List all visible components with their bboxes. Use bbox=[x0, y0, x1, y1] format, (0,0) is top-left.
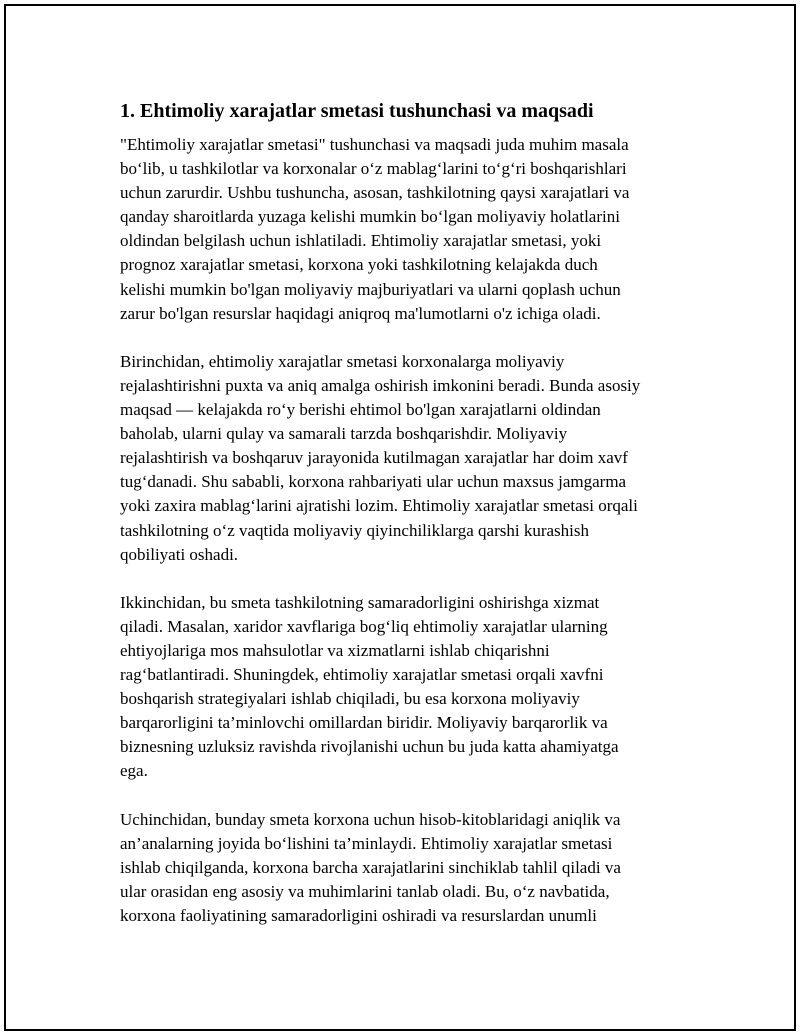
text-line: baholab, ularni qulay va samarali tarzda boshqarishdir. Moliyaviy bbox=[120, 424, 568, 444]
text-line: tashkilotning o‘z vaqtida moliyaviy qiyinchiliklarga qarshi kurashish bbox=[120, 520, 589, 540]
paragraph-3 bbox=[120, 591, 700, 784]
text-line: Ikkinchidan, bu smeta tashkilotning samaradorligini oshirishga xizmat bbox=[120, 592, 600, 612]
text-line: uchun zarurdir. Ushbu tushuncha, asosan, tashkilotning qaysi xarajatlari va bbox=[120, 183, 630, 203]
text-line: Birinchidan, ehtimoliy xarajatlar smetasi korxonalarga moliyaviy bbox=[120, 351, 565, 371]
text-line: ular orasidan eng asosiy va muhimlarini tanlab oladi. Bu, o‘z navbatida, bbox=[120, 881, 610, 901]
paragraph-2 bbox=[120, 350, 700, 567]
text-line: korxona faoliyatining samaradorligini oshiradi va resurslardan unumli bbox=[120, 906, 597, 925]
text-line: boshqarish strategiyalari ishlab chiqiladi, bu esa korxona moliyaviy bbox=[120, 689, 580, 709]
text-line: bo‘lib, u tashkilotlar va korxonalar o‘z mablag‘larini to‘g‘ri boshqarishlari bbox=[120, 159, 627, 179]
text-line: an’analarning joyida bo‘lishini ta’minlaydi. Ehtimoliy xarajatlar smetasi bbox=[120, 833, 613, 853]
text-line: ehtiyojlariga mos mahsulotlar va xizmatlarni ishlab chiqarishni bbox=[120, 640, 550, 660]
text-line: biznesning uzluksiz ravishda rivojlanishi uchun bu juda katta ahamiyatga bbox=[120, 737, 619, 757]
text-line: rag‘batlantiradi. Shuningdek, ehtimoliy xarajatlar smetasi orqali xavfni bbox=[120, 665, 604, 685]
text-line: tug‘danadi. Shu sababli, korxona rahbariyati ular uchun maxsus jamgarma bbox=[120, 472, 627, 492]
page-frame bbox=[4, 4, 796, 1031]
document-body bbox=[120, 98, 700, 952]
text-line: ishlab chiqilganda, korxona barcha xarajatlarini sinchiklab tahlil qiladi va bbox=[120, 857, 621, 877]
text-line: qanday sharoitlarda yuzaga kelishi mumkin bo‘lgan moliyaviy holatlarini bbox=[120, 207, 620, 227]
text-line: maqsad — kelajakda ro‘y berishi ehtimol bo'lgan xarajatlarni oldindan bbox=[120, 400, 601, 420]
text-line: zarur bo'lgan resurslar haqidagi aniqroq ma'lumotlarni o'z ichiga oladi. bbox=[120, 303, 601, 323]
text-line: ega. bbox=[120, 761, 148, 781]
text-line: yoki zaxira mablag‘larini ajratishi lozim. Ehtimoliy xarajatlar smetasi orqali bbox=[120, 496, 638, 516]
text-line: oldindan belgilash uchun ishlatiladi. Ehtimoliy xarajatlar smetasi, yoki bbox=[120, 231, 602, 251]
text-line: qiladi. Masalan, xaridor xavflariga bog‘liq ehtimoliy xarajatlar ularning bbox=[120, 616, 608, 636]
text-line: Uchinchidan, bunday smeta korxona uchun hisob-kitoblaridagi aniqlik va bbox=[120, 809, 621, 829]
text-line: "Ehtimoliy xarajatlar smetasi" tushunchasi va maqsadi juda muhim masala bbox=[120, 135, 629, 154]
text-line: rejalashtirishni puxta va aniq amalga oshirish imkonini beradi. Bunda asosiy bbox=[120, 375, 641, 395]
paragraph-4 bbox=[120, 808, 700, 928]
text-line: prognoz xarajatlar smetasi, korxona yoki tashkilotning kelajakda duch bbox=[120, 255, 598, 275]
section-heading: 1. Ehtimoliy xarajatlar smetasi tushunchasi va maqsadi bbox=[120, 100, 594, 122]
text-line: rejalashtirish va boshqaruv jarayonida kutilmagan xarajatlar har doim xavf bbox=[120, 448, 628, 468]
text-line: barqarorligini ta’minlovchi omillardan biridir. Moliyaviy barqarorlik va bbox=[120, 713, 608, 733]
paragraph-1 bbox=[120, 133, 700, 326]
text-line: kelishi mumkin bo'lgan moliyaviy majburiyatlari va ularni qoplash uchun bbox=[120, 279, 621, 299]
text-line: qobiliyati oshadi. bbox=[120, 544, 239, 564]
